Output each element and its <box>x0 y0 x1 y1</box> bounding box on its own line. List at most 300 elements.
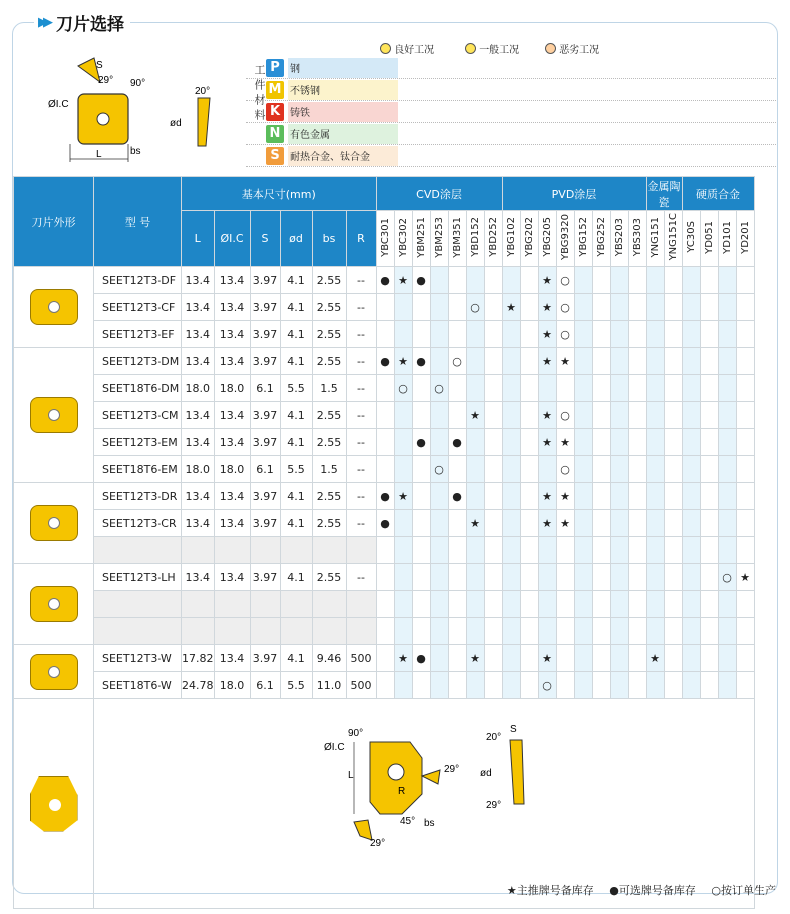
model-cell: SEET12T3-EF <box>94 321 182 348</box>
svg-text:S: S <box>510 724 517 735</box>
grade-mark <box>502 483 520 510</box>
grade-mark <box>520 402 538 429</box>
model-cell: SEET12T3-DF <box>94 267 182 294</box>
bottom-insert-diagram <box>310 722 570 852</box>
dim-bs-label: bs <box>130 146 141 157</box>
grade-mark <box>484 348 502 375</box>
dim-cell: 4.1 <box>280 321 312 348</box>
grade-header: YD051 <box>703 220 715 254</box>
dim-col-header: bs <box>312 211 346 267</box>
dim-cell: 3.97 <box>250 348 280 375</box>
grade-mark: ○ <box>718 564 736 591</box>
grade-mark: ● <box>376 510 394 537</box>
dim-cell: 9.46 <box>312 645 346 672</box>
dim-cell: 17.82 <box>182 645 215 672</box>
dim-cell: -- <box>346 348 376 375</box>
grade-mark <box>664 645 682 672</box>
grade-mark <box>466 429 484 456</box>
dim-cell <box>250 618 280 645</box>
grade-mark <box>412 591 430 618</box>
grade-mark <box>592 456 610 483</box>
grade-mark <box>646 537 664 564</box>
dim-cell: 13.4 <box>182 267 215 294</box>
material-letter: S <box>266 147 284 165</box>
grade-mark <box>592 510 610 537</box>
grade-mark <box>376 294 394 321</box>
materials-table <box>246 57 776 167</box>
grade-mark: ● <box>412 348 430 375</box>
grade-mark <box>592 672 610 699</box>
grade-mark: ● <box>376 267 394 294</box>
table-row <box>14 429 755 456</box>
grade-mark <box>682 456 700 483</box>
dim-cell: 2.55 <box>312 294 346 321</box>
model-cell <box>94 591 182 618</box>
grade-mark <box>700 267 718 294</box>
grade-mark <box>610 537 628 564</box>
dim-cell: 13.4 <box>214 294 250 321</box>
grade-mark <box>466 456 484 483</box>
grade-mark <box>376 618 394 645</box>
grade-mark <box>412 402 430 429</box>
grade-mark: ★ <box>538 348 556 375</box>
dim-cell: 13.4 <box>182 348 215 375</box>
dim-ic-label: ØI.C <box>48 99 69 110</box>
dim-cell: -- <box>346 456 376 483</box>
grade-mark <box>610 321 628 348</box>
grade-mark: ● <box>412 645 430 672</box>
grade-mark <box>736 456 754 483</box>
grade-mark <box>448 267 466 294</box>
grade-mark <box>664 402 682 429</box>
grade-mark <box>700 321 718 348</box>
grade-mark <box>466 375 484 402</box>
grade-mark <box>700 672 718 699</box>
grade-header: YBD252 <box>487 217 499 257</box>
dim-cell: 24.78 <box>182 672 215 699</box>
grade-mark <box>376 402 394 429</box>
grade-mark: ○ <box>394 375 412 402</box>
grade-mark <box>412 321 430 348</box>
dim-cell: 4.1 <box>280 294 312 321</box>
grade-mark <box>502 618 520 645</box>
model-cell: SEET12T3-CM <box>94 402 182 429</box>
grade-mark <box>376 456 394 483</box>
grade-mark <box>412 375 430 402</box>
grade-mark <box>592 645 610 672</box>
dim-cell: 2.55 <box>312 429 346 456</box>
grade-mark <box>718 672 736 699</box>
grade-mark: ○ <box>556 267 574 294</box>
grade-mark <box>376 321 394 348</box>
grade-mark <box>700 564 718 591</box>
table-row <box>14 267 755 294</box>
grade-mark <box>394 564 412 591</box>
grade-mark <box>646 294 664 321</box>
table-row <box>14 456 755 483</box>
grade-mark <box>430 645 448 672</box>
grade-mark <box>610 510 628 537</box>
grade-mark <box>502 645 520 672</box>
dim-cell: 4.1 <box>280 510 312 537</box>
grade-mark <box>394 510 412 537</box>
grade-mark: ★ <box>538 645 556 672</box>
grade-mark <box>718 321 736 348</box>
material-name: 铸铁 <box>288 102 398 122</box>
grade-mark <box>466 537 484 564</box>
grade-mark <box>700 510 718 537</box>
grade-mark <box>646 456 664 483</box>
grade-mark <box>628 537 646 564</box>
table-row <box>14 321 755 348</box>
grade-mark <box>484 618 502 645</box>
grade-mark <box>376 672 394 699</box>
grade-mark <box>394 537 412 564</box>
grade-mark <box>682 321 700 348</box>
svg-text:29°: 29° <box>486 800 502 811</box>
grade-mark <box>628 618 646 645</box>
grade-mark <box>448 564 466 591</box>
insert-shape-image <box>14 564 94 645</box>
dim-cell: 3.97 <box>250 510 280 537</box>
dim-cell: 13.4 <box>214 510 250 537</box>
grade-mark <box>664 456 682 483</box>
grade-mark <box>664 267 682 294</box>
dim-cell: 4.1 <box>280 402 312 429</box>
dim-cell: 1.5 <box>312 375 346 402</box>
dim-cell <box>280 537 312 564</box>
grade-mark <box>484 321 502 348</box>
dim-od-label: ød <box>170 118 182 129</box>
grade-mark <box>502 672 520 699</box>
grade-mark <box>520 591 538 618</box>
grade-mark <box>484 456 502 483</box>
grade-mark: ○ <box>448 348 466 375</box>
grade-mark <box>556 537 574 564</box>
grade-mark <box>628 348 646 375</box>
grade-mark <box>646 618 664 645</box>
grade-mark <box>628 672 646 699</box>
grade-mark <box>718 645 736 672</box>
dim-cell: 4.1 <box>280 483 312 510</box>
grade-mark <box>448 537 466 564</box>
grade-mark <box>736 375 754 402</box>
grade-header: YBG205 <box>541 217 553 257</box>
grade-mark <box>520 267 538 294</box>
grade-mark <box>376 564 394 591</box>
model-cell: SEET12T3-LH <box>94 564 182 591</box>
dim-cell: 18.0 <box>214 456 250 483</box>
grade-mark: ● <box>448 483 466 510</box>
grade-mark <box>610 294 628 321</box>
insert-shape-image <box>14 483 94 564</box>
grade-mark <box>592 483 610 510</box>
grade-mark <box>466 618 484 645</box>
grade-mark <box>646 429 664 456</box>
model-cell <box>94 618 182 645</box>
grade-mark <box>700 591 718 618</box>
grade-mark <box>484 267 502 294</box>
grade-header: YC30S <box>685 221 697 253</box>
grade-mark <box>502 375 520 402</box>
angle-90-label: 90° <box>130 78 146 89</box>
grade-mark <box>466 672 484 699</box>
dim-cell: 13.4 <box>182 483 215 510</box>
grade-mark <box>718 402 736 429</box>
grade-mark <box>628 483 646 510</box>
grade-mark <box>682 375 700 402</box>
grade-mark <box>592 294 610 321</box>
model-cell: SEET12T3-DM <box>94 348 182 375</box>
grade-mark <box>412 564 430 591</box>
grade-mark <box>682 402 700 429</box>
grade-mark <box>574 321 592 348</box>
grade-mark <box>646 591 664 618</box>
grade-mark <box>700 429 718 456</box>
grade-mark <box>430 267 448 294</box>
grade-mark <box>448 591 466 618</box>
dim-cell: 500 <box>346 645 376 672</box>
table-row <box>14 618 755 645</box>
dim-cell: 13.4 <box>182 429 215 456</box>
grade-mark <box>448 510 466 537</box>
grade-mark <box>574 294 592 321</box>
grade-mark <box>646 483 664 510</box>
dim-cell: 13.4 <box>214 321 250 348</box>
grade-mark <box>448 672 466 699</box>
grade-mark <box>484 591 502 618</box>
grade-mark <box>394 618 412 645</box>
grade-mark <box>628 429 646 456</box>
grade-mark <box>502 537 520 564</box>
grade-mark <box>700 402 718 429</box>
dim-cell: -- <box>346 483 376 510</box>
grade-mark <box>664 591 682 618</box>
grade-header: YBS303 <box>631 217 643 257</box>
dim-cell: 11.0 <box>312 672 346 699</box>
grade-mark <box>574 618 592 645</box>
grade-mark: ★ <box>556 348 574 375</box>
grade-mark <box>502 348 520 375</box>
table-row <box>14 483 755 510</box>
material-name: 有色金属 <box>288 124 398 144</box>
shape-header: 刀片外形 <box>14 177 94 267</box>
grade-mark <box>628 456 646 483</box>
grade-mark <box>736 429 754 456</box>
table-row <box>14 564 755 591</box>
grade-mark <box>574 537 592 564</box>
grade-header: YBG9320 <box>559 214 571 260</box>
grade-mark <box>502 456 520 483</box>
grade-mark <box>502 591 520 618</box>
grade-mark <box>448 618 466 645</box>
svg-text:20°: 20° <box>486 732 502 743</box>
grade-mark <box>646 672 664 699</box>
grade-mark: ★ <box>538 294 556 321</box>
dim-cell: 3.97 <box>250 564 280 591</box>
dim-cell <box>312 537 346 564</box>
grade-mark <box>682 672 700 699</box>
grade-mark <box>430 429 448 456</box>
grade-mark <box>718 483 736 510</box>
dim-cell <box>346 591 376 618</box>
grade-mark <box>376 537 394 564</box>
dim-cell <box>214 537 250 564</box>
grade-mark <box>574 564 592 591</box>
grade-mark: ★ <box>538 483 556 510</box>
material-letter: N <box>266 125 284 143</box>
grade-mark <box>628 510 646 537</box>
grade-mark <box>700 537 718 564</box>
dim-cell: 18.0 <box>182 456 215 483</box>
grade-mark <box>448 375 466 402</box>
grade-mark <box>718 537 736 564</box>
grade-mark <box>610 429 628 456</box>
grade-mark <box>664 483 682 510</box>
grade-mark <box>574 348 592 375</box>
grade-mark <box>394 591 412 618</box>
grade-header: YBM251 <box>415 216 427 258</box>
grade-mark <box>700 456 718 483</box>
dim-cell: 13.4 <box>182 510 215 537</box>
dim-cell: 4.1 <box>280 429 312 456</box>
grade-group-header: 硬质合金 <box>682 177 754 211</box>
grade-mark: ● <box>376 483 394 510</box>
dim-cell <box>280 618 312 645</box>
grade-mark <box>412 537 430 564</box>
grade-mark <box>520 321 538 348</box>
table-row <box>14 402 755 429</box>
grade-mark <box>502 429 520 456</box>
grade-mark <box>394 429 412 456</box>
grade-header: YBM351 <box>451 216 463 258</box>
grade-mark <box>520 294 538 321</box>
grade-mark <box>376 591 394 618</box>
model-cell: SEET12T3-CR <box>94 510 182 537</box>
rating-bad: 恶劣工况 <box>545 41 599 56</box>
grade-header: YD201 <box>739 220 751 254</box>
grade-mark: ★ <box>394 645 412 672</box>
grade-mark <box>430 672 448 699</box>
dim-cell: 6.1 <box>250 456 280 483</box>
dim-cell: -- <box>346 402 376 429</box>
grade-mark <box>484 375 502 402</box>
grade-mark <box>592 348 610 375</box>
insert-shape-image <box>14 699 94 909</box>
dim-cell: 13.4 <box>182 564 215 591</box>
grade-mark <box>538 537 556 564</box>
grade-mark <box>574 672 592 699</box>
grade-mark <box>736 591 754 618</box>
grade-mark <box>556 375 574 402</box>
grade-mark <box>520 510 538 537</box>
grade-mark <box>610 591 628 618</box>
grade-header: YNG151C <box>667 213 679 261</box>
dim-col-header: L <box>182 211 215 267</box>
grade-mark <box>520 618 538 645</box>
grade-mark <box>484 564 502 591</box>
dim-cell: 13.4 <box>214 483 250 510</box>
grade-mark <box>736 618 754 645</box>
dim-cell: -- <box>346 294 376 321</box>
grade-mark <box>520 429 538 456</box>
dim-cell: 1.5 <box>312 456 346 483</box>
grade-mark <box>682 483 700 510</box>
grade-mark <box>466 267 484 294</box>
grade-mark <box>700 645 718 672</box>
grade-mark <box>700 294 718 321</box>
grade-mark <box>466 483 484 510</box>
dim-cell: 18.0 <box>214 375 250 402</box>
svg-text:R: R <box>398 786 406 797</box>
grade-mark: ○ <box>466 294 484 321</box>
dim-cell: 2.55 <box>312 267 346 294</box>
material-letter: P <box>266 59 284 77</box>
grade-mark <box>664 429 682 456</box>
grade-mark <box>412 456 430 483</box>
dim-cell <box>346 537 376 564</box>
insert-shape-image <box>14 348 94 483</box>
dim-cell <box>214 591 250 618</box>
material-row <box>246 57 776 79</box>
dim-cell: 3.97 <box>250 483 280 510</box>
grade-mark: ★ <box>556 429 574 456</box>
table-row <box>14 510 755 537</box>
grade-mark <box>430 564 448 591</box>
grade-mark <box>610 402 628 429</box>
dim-cell: -- <box>346 510 376 537</box>
section-title <box>34 10 130 34</box>
grade-mark <box>484 672 502 699</box>
model-cell: SEET18T6-DM <box>94 375 182 402</box>
grade-mark: ★ <box>394 483 412 510</box>
table-row <box>14 537 755 564</box>
double-arrow-icon: ▶▶ <box>38 14 48 30</box>
dim-cell: -- <box>346 429 376 456</box>
dim-cell: 13.4 <box>214 402 250 429</box>
grade-mark <box>736 321 754 348</box>
grade-mark <box>718 510 736 537</box>
dim-cell: 2.55 <box>312 510 346 537</box>
dim-cell: 3.97 <box>250 429 280 456</box>
material-letter: M <box>266 81 284 99</box>
dim-cell: 13.4 <box>214 645 250 672</box>
grade-mark <box>538 564 556 591</box>
table-row <box>14 294 755 321</box>
grade-mark <box>448 402 466 429</box>
grade-group-header: PVD涂层 <box>502 177 646 211</box>
grade-mark <box>610 483 628 510</box>
grade-mark <box>664 537 682 564</box>
grade-header: YBG152 <box>577 217 589 257</box>
grade-mark <box>484 294 502 321</box>
grade-mark <box>664 375 682 402</box>
grade-mark <box>430 591 448 618</box>
grade-mark <box>682 564 700 591</box>
grade-mark <box>610 375 628 402</box>
grade-mark <box>736 294 754 321</box>
grade-mark <box>736 267 754 294</box>
grade-mark: ★ <box>538 510 556 537</box>
grade-mark: ★ <box>466 402 484 429</box>
grade-mark <box>448 321 466 348</box>
dim-col-header: ød <box>280 211 312 267</box>
grade-mark <box>430 537 448 564</box>
grade-mark: ★ <box>646 645 664 672</box>
grade-mark <box>574 267 592 294</box>
sad-face-icon <box>545 43 556 54</box>
grade-mark: ○ <box>556 456 574 483</box>
